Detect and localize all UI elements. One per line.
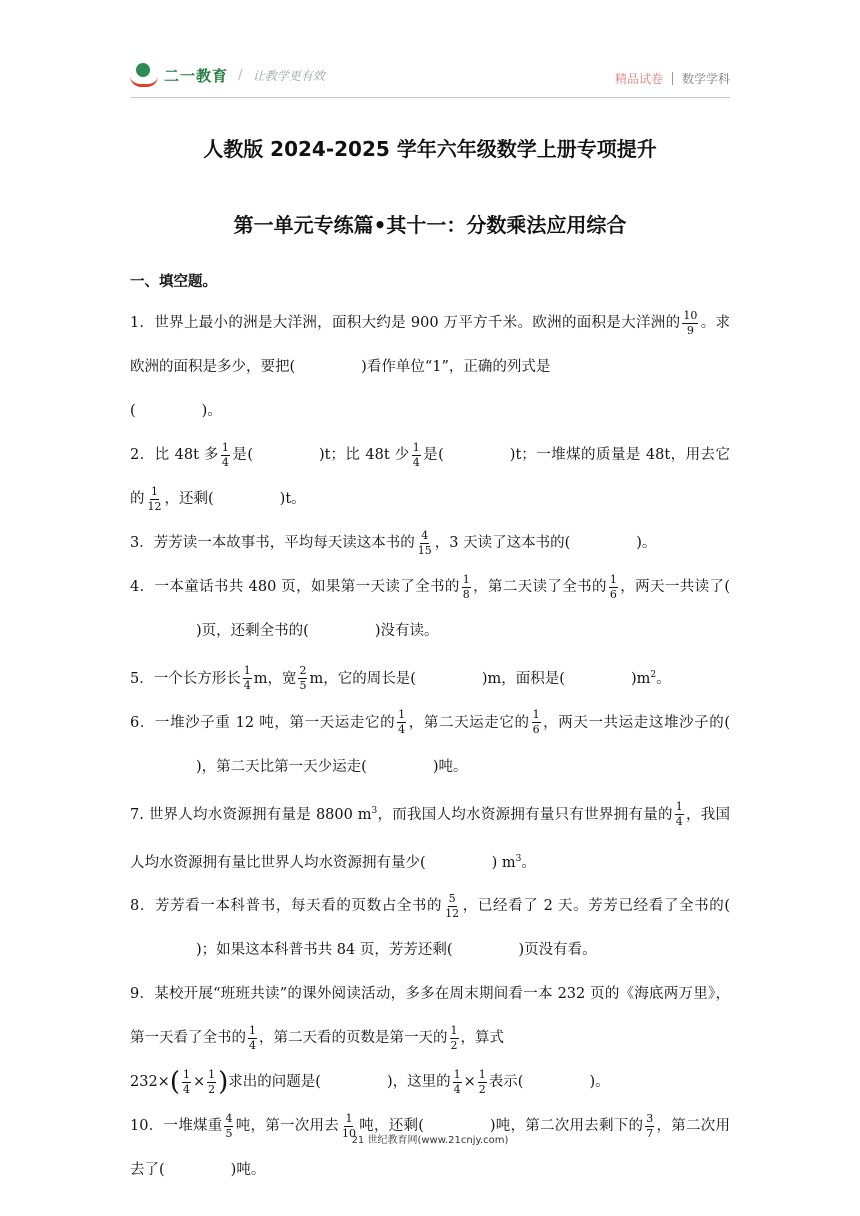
runner-logo-icon [130,62,160,88]
q4-text: ，两天一共读了( [619,579,731,595]
q8-text: ，已经看了 2 天。芳芳已经看了全书的( [462,898,730,915]
q9-text: 9．某校开展“班班共读”的课外阅读活动，多多在周末期间看一本 232 页的《海底两万里》，第一天看了全书的 [130,986,730,1047]
q3-text: 3．芳芳读一本故事书，平均每天读这本书的 [130,535,415,551]
fraction: $\frac{1}{4}$ [412,440,420,469]
q9-text: 求出的问题是( [228,1074,321,1091]
q1-text: 。求欧洲的面积是多少，要把( [130,315,730,375]
brand-name: 二一教育 [164,66,229,85]
q1-text: 1．世界上最小的洲是大洋洲，面积大约是 900 万平方千米。欧洲的面积是大洋洲的 [130,315,681,331]
question-1 [130,301,730,433]
brand-logo[interactable] [130,62,325,88]
times-sign: × [192,1074,206,1091]
q8-text: )页没有看。 [518,942,597,959]
fraction: $\frac{1}{4}$ [182,1067,190,1096]
fraction: $\frac{4}{15}$ [417,528,432,557]
fraction: $\frac{1}{2}$ [208,1067,216,1096]
q4-text: 4．一本童话书共 480 页，如果第一天读了全书的 [130,579,460,595]
q5-text: )m，面积是( [481,670,565,687]
question-3 [130,521,730,565]
fraction: $\frac{1}{8}$ [462,572,470,601]
brand-slogan: 让教学更有效 [252,68,325,83]
header-rule [130,97,730,98]
fraction: $\frac{1}{10}$ [341,1111,356,1140]
tag-premium-paper: 精品试卷 [614,72,663,86]
q4-text: ，第二天读了全书的 [472,579,607,595]
q9-text: ，第二天看的页数是第一天的 [259,1030,448,1047]
fraction: $\frac{10}{9}$ [683,308,698,337]
worksheet-body [130,270,730,1192]
q2-text: )t；比 48t 少 [318,447,410,463]
q4-text: )没有读。 [374,623,439,639]
q1-text: )看作单位“1”，正确的列式是 [361,359,551,375]
fraction: $\frac{3}{7}$ [646,1111,654,1140]
q1-text: )。 [201,403,222,419]
q10-text: ，第二次用去了( [130,1118,731,1179]
question-8 [130,884,730,972]
q2-text: 是( [231,447,253,463]
fraction: $\frac{1}{2}$ [478,1067,486,1096]
q10-text: )吨。 [230,1162,266,1179]
question-10 [130,1104,730,1192]
fraction: $\frac{1}{4}$ [249,1023,256,1052]
q8-text: 8．芳芳看一本科普书，每天看的页数占全书的 [130,898,443,915]
q10-text: 10．一堆煤重 [130,1118,223,1135]
fraction: $\frac{2}{5}$ [299,664,307,693]
q6-text: ，第二天运走它的 [408,714,530,731]
q7-text: ，而我国人均水资源拥有量只有世界拥有量的 [377,806,673,823]
q7-text: 。 [521,854,536,871]
fraction: $\frac{1}{4}$ [675,800,683,829]
fraction: $\frac{1}{6}$ [609,572,617,601]
exponent: 3 [371,805,378,816]
q7-text: ，我国人均水资源拥有量比世界人均水资源拥有量少( [130,806,731,871]
q9-text: 表示( [488,1074,524,1091]
q5-text: )m [630,670,651,687]
q2-text: 是( [422,447,444,463]
left-paren: ( [169,1067,180,1098]
question-4 [130,565,730,653]
q6-text: )吨。 [432,758,468,775]
fraction: $\frac{1}{2}$ [450,1023,458,1052]
q7-text: ) m [491,854,516,871]
question-7 [130,789,730,885]
q10-text: )吨，第二次用去剩下的 [489,1118,644,1135]
q5-text: m，它的周长是( [309,670,416,687]
fraction: $\frac{1}{12}$ [147,484,162,513]
q5-text: 5．一个长方形长 [130,670,241,687]
fraction: $\frac{5}{12}$ [445,891,460,920]
tag-divider [672,72,673,85]
q6-text: )，第二天比第一天少运走( [196,758,367,775]
brand-separator: / [238,67,243,83]
q1-text: ( [130,403,136,419]
times-sign: × [463,1074,476,1091]
q4-text: )页，还剩全书的( [196,623,309,639]
fraction: $\frac{1}{6}$ [532,708,540,737]
header-tags [615,70,730,87]
q2-text: ，还剩( [164,491,214,507]
q6-text: ，两天一共运走这堆沙子的( [542,714,730,731]
tag-subject: 数学学科 [681,72,730,86]
q2-text: 2．比 48t 多 [130,447,219,463]
right-paren: ) [218,1067,229,1098]
q3-text: ，3 天读了这本书的( [434,535,571,551]
q2-text: )t；一堆煤的质量是 48t，用去它的 [130,447,730,507]
fraction: $\frac{4}{5}$ [225,1111,233,1140]
q8-text: )；如果这本科普书共 84 页，芳芳还剩( [196,942,453,959]
q9-text: ，算式 [460,1030,504,1047]
q9-text: )，这里的 [386,1074,451,1091]
fraction: $\frac{1}{4}$ [398,708,406,737]
question-6 [130,701,730,789]
q10-text: 吨，还剩( [358,1118,424,1135]
q2-text: )t。 [279,491,306,507]
exponent: 3 [515,853,522,864]
fraction: $\frac{1}{4}$ [221,440,229,469]
q6-text: 6．一堆沙子重 12 吨，第一天运走它的 [130,714,396,731]
q5-text: 。 [656,670,671,687]
page-header [130,62,730,94]
q7-text: 7. 世界人均水资源拥有量是 8800 m [130,806,372,823]
q10-text: 吨，第一次用去 [235,1118,339,1135]
q5-text: m，宽 [253,670,297,687]
question-2 [130,433,730,521]
question-5 [130,653,730,701]
fraction: $\frac{1}{4}$ [243,664,251,693]
q9-expression: 232× [130,1074,170,1091]
page-subtitle: 第一单元专练篇•其十一：分数乘法应用综合 [233,213,627,237]
q3-text: )。 [636,535,657,551]
page-title: 人教版 2024-2025 学年六年级数学上册专项提升 [203,137,657,161]
question-9 [130,972,730,1104]
fraction: $\frac{1}{4}$ [453,1067,461,1096]
exponent: 2 [650,670,657,680]
q9-text: )。 [589,1074,610,1091]
section-heading: 一、填空题。 [130,274,217,290]
page-footer: 21 世纪教育网(www.21cnjy.com) [351,1135,509,1146]
